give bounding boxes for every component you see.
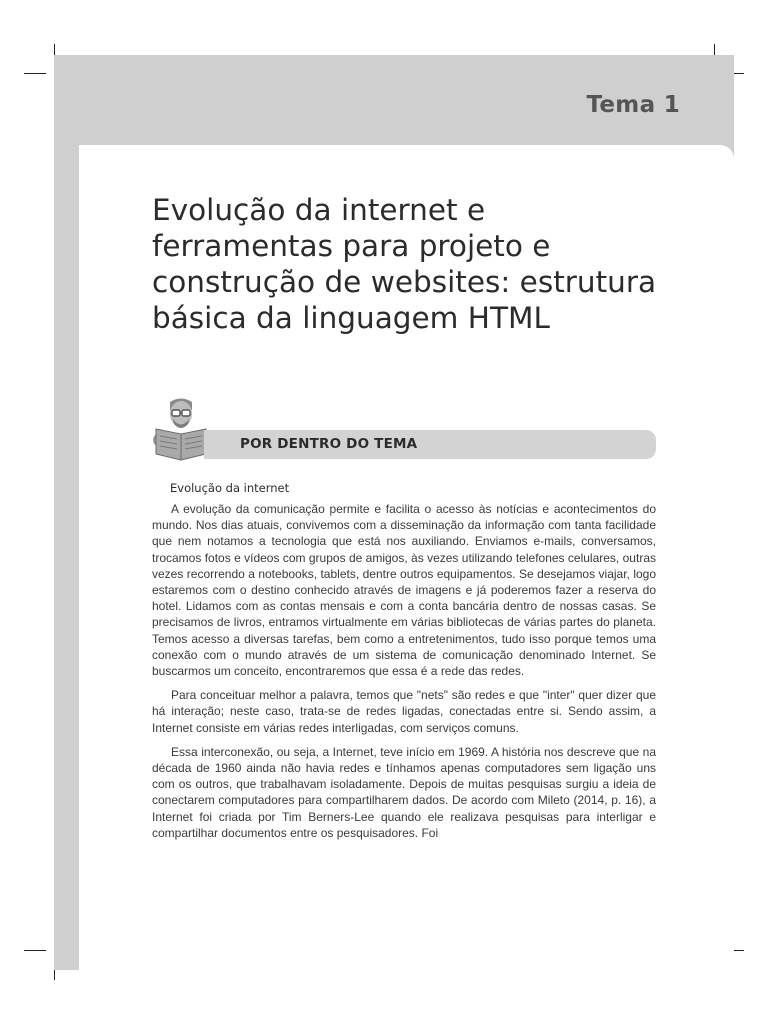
section-label: POR DENTRO DO TEMA [240,436,418,452]
body-text [152,501,656,849]
page-title: Evolução da internet e ferramentas para projeto e construção de websites: estrutura básica da linguagem HTML [152,193,657,335]
paragraph: Essa interconexão, ou seja, a Internet, teve início em 1969. A história nos descreve que na década de 1960 ainda não havia redes e tínhamos apenas computadores sem ligação uns com os outros, que trabalhavam isoladamente. Depois de muitas pesquisas surgiu a ideia de conectarem computadores para compartilharem dados. De acordo com Mileto (2014, p. 16), a Internet foi criada por Tim Berners-Lee quando ele realizava pesquisas para interligar e compartilhar documentos entre os pesquisadores. Foi [152,744,656,840]
paragraph: A evolução da comunicação permite e facilita o acesso às notícias e acontecimentos do mundo. Nos dias atuais, convivemos com a disseminação da informação com tanta facilidade que nem notamos a tecnologia que está nos auxiliando. Enviamos e-mails, conversamos, trocamos fotos e vídeos com grupos de amigos, às vezes utilizando telefones celulares, outras vezes recorrendo a notebooks, tablets, dentre outros equipamentos. Se desejamos viajar, logo estaremos com o destino conhecido através de imagens e já poderemos fazer a reserva do hotel. Lidamos com as contas mensais e com a conta bancária dentro de nossas casas. Se precisamos de livros, entramos virtualmente em várias bibliotecas de várias partes do planeta. Temos acesso a diversas tarefas, bem como a entretenimentos, tudo isso porque temos uma conexão com o mundo através de um sistema de comunicação denominado Internet. Se buscarmos um conceito, encontraremos que essa é a rede das redes. [152,502,656,679]
reading-person-icon [150,396,212,462]
chapter-label: Tema 1 [586,92,680,118]
paragraph: Para conceituar melhor a palavra, temos que "nets" são redes e que "inter" quer dizer que há interação; neste caso, trata-se de redes ligadas, conectadas entre si. Sendo assim, a Internet consiste em várias redes interligadas, com serviços comuns. [152,688,656,735]
crop-mark [24,73,46,74]
left-margin-band [54,55,79,970]
subheading: Evolução da internet [170,481,290,495]
crop-mark [24,950,46,951]
